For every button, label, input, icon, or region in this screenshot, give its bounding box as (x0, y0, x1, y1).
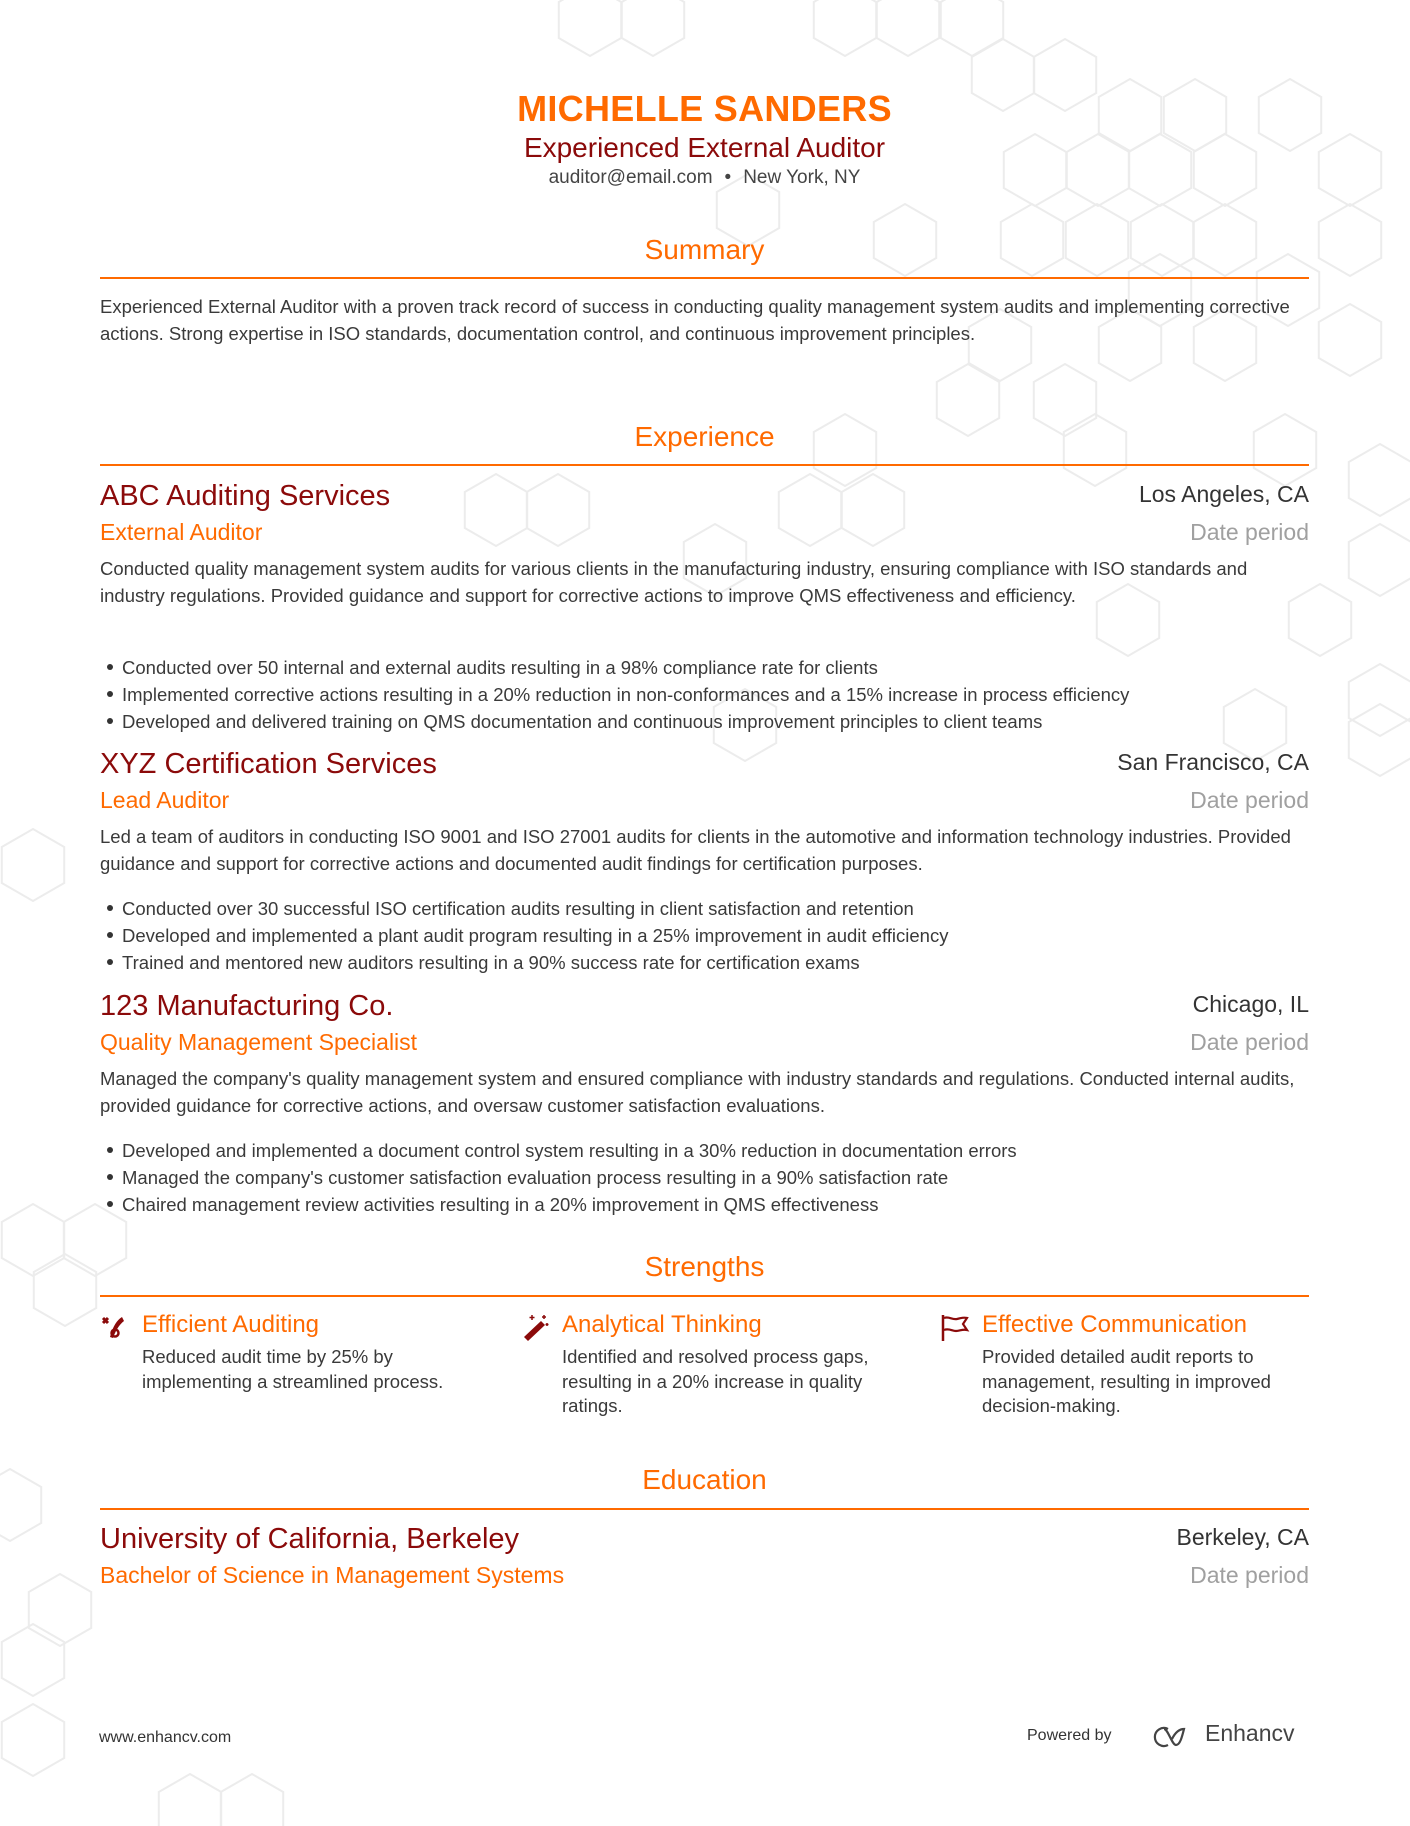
achievement-list (100, 895, 948, 976)
hexagon-shape (2, 1624, 64, 1696)
achievement-list (100, 1137, 1017, 1218)
strength-description: Provided detailed audit reports to management, resulting in improved decision-making. (982, 1346, 1271, 1416)
hexagon-shape (559, 0, 621, 56)
enhancv-logo-icon (1148, 1724, 1196, 1750)
achievement-item: Conducted over 30 successful ISO certification audits resulting in client satisfaction and retention (100, 895, 948, 922)
strengths-heading: Strengths (644, 1251, 765, 1282)
hexagon-shape (1319, 304, 1381, 376)
strength-description: Identified and resolved process gaps, resulting in a 20% increase in quality ratings. (562, 1346, 869, 1416)
job-role: Lead Auditor (100, 787, 230, 813)
location: New York, NY (743, 167, 861, 188)
enhancv-brand: Enhancv (1205, 1720, 1295, 1746)
tools-icon (100, 1313, 130, 1343)
job-description: Led a team of auditors in conducting ISO 9001 and ISO 27001 audits for clients in the automotive and information technology industries. Provided guidance and support for corrective actions and documented audit findings for certification purposes. (100, 826, 1291, 874)
hexagon-shape (1319, 204, 1381, 276)
strength-title: Analytical Thinking (562, 1311, 762, 1338)
hexagon-shape (2, 829, 64, 901)
achievement-list (100, 654, 1129, 735)
job-role: External Auditor (100, 519, 263, 545)
strength-title: Efficient Auditing (142, 1311, 320, 1338)
hexagon-shape (1319, 134, 1381, 206)
job-description: Conducted quality management system audits for various clients in the manufacturing industry, ensuring compliance with ISO standards and industry regulations. Provided guidance and support for corrective actions to improve QMS effectiveness and efficiency. (100, 558, 1248, 606)
hexagon-shape (527, 474, 589, 546)
experience-heading: Experience (634, 421, 775, 452)
achievement-item: Developed and implemented a plant audit program resulting in a 25% improvement in audit efficiency (100, 922, 948, 949)
divider (100, 277, 1309, 279)
hexagon-shape (2, 1704, 64, 1776)
strength-description: Reduced audit time by 25% by implementing a streamlined process. (142, 1346, 444, 1392)
magic-wand-icon (520, 1313, 550, 1343)
hexagon-shape (941, 0, 1003, 56)
summary-text: Experienced External Auditor with a proven track record of success in conducting quality management system audits and implementing corrective actions. Strong expertise in ISO standards, documentation control, and continuous improvement principles. (100, 296, 1290, 344)
website-link[interactable]: www.enhancv.com (99, 1729, 232, 1746)
separator: • (724, 167, 732, 188)
degree: Bachelor of Science in Management Systems (100, 1562, 565, 1588)
hexagon-shape (465, 474, 527, 546)
divider (100, 1508, 1309, 1510)
strength-title: Effective Communication (982, 1311, 1248, 1338)
hexagon-shape (1349, 704, 1410, 776)
job-location: San Francisco, CA (1117, 749, 1309, 775)
hexagon-shape (1349, 444, 1410, 516)
school-name: University of California, Berkeley (100, 1523, 520, 1555)
achievement-item: Implemented corrective actions resulting in a 20% reduction in non-conformances and a 15% increase in process efficiency (100, 681, 1129, 708)
candidate-name: MICHELLE SANDERS (517, 88, 892, 129)
summary-heading: Summary (644, 234, 765, 265)
hexagon-shape (877, 0, 939, 56)
contact-line (100, 167, 1309, 189)
company-name: ABC Auditing Services (100, 480, 391, 512)
achievement-item: Developed and delivered training on QMS documentation and continuous improvement principles to client teams (100, 708, 1129, 735)
job-location: Los Angeles, CA (1138, 481, 1309, 507)
hexagon-shape (0, 1469, 41, 1541)
job-description: Managed the company's quality management system and ensured compliance with industry standards and regulations. Conducted internal audits, provided guidance for corrective actions, and oversaw customer satisfaction evaluations. (100, 1068, 1295, 1116)
job-role: Quality Management Specialist (100, 1029, 418, 1055)
divider (100, 464, 1309, 466)
achievement-item: Managed the company's customer satisfaction evaluation process resulting in a 90% satisfaction rate (100, 1164, 1017, 1191)
flag-icon (940, 1313, 970, 1343)
email[interactable]: auditor@email.com (548, 167, 713, 188)
education-date: Date period (1190, 1562, 1309, 1588)
school-location: Berkeley, CA (1176, 1524, 1309, 1550)
company-name: 123 Manufacturing Co. (100, 990, 394, 1022)
hexagon-shape (2, 1204, 64, 1276)
hexagon-shape (221, 1774, 283, 1826)
education-heading: Education (642, 1464, 767, 1495)
hexagon-shape (622, 0, 684, 56)
job-location: Chicago, IL (1192, 991, 1309, 1017)
hexagon-shape (29, 1574, 91, 1646)
achievement-item: Conducted over 50 internal and external audits resulting in a 98% compliance rate for clients (100, 654, 1129, 681)
achievement-item: Developed and implemented a document control system resulting in a 30% reduction in documentation errors (100, 1137, 1017, 1164)
hexagon-shape (842, 474, 904, 546)
hexagon-shape (1349, 664, 1410, 736)
powered-by-label: Powered by (1027, 1727, 1112, 1744)
hexagon-shape (779, 474, 841, 546)
hexagon-shape (1349, 524, 1410, 596)
candidate-title: Experienced External Auditor (523, 132, 886, 163)
company-name: XYZ Certification Services (100, 748, 437, 780)
achievement-item: Chaired management review activities resulting in a 20% improvement in QMS effectiveness (100, 1191, 1017, 1218)
job-date: Date period (1190, 787, 1309, 813)
hexagon-shape (814, 0, 876, 56)
divider (100, 1295, 1309, 1297)
job-date: Date period (1190, 519, 1309, 545)
hexagon-shape (34, 1254, 96, 1326)
achievement-item: Trained and mentored new auditors resulting in a 90% success rate for certification exams (100, 949, 948, 976)
job-date: Date period (1190, 1029, 1309, 1055)
hexagon-shape (159, 1774, 221, 1826)
